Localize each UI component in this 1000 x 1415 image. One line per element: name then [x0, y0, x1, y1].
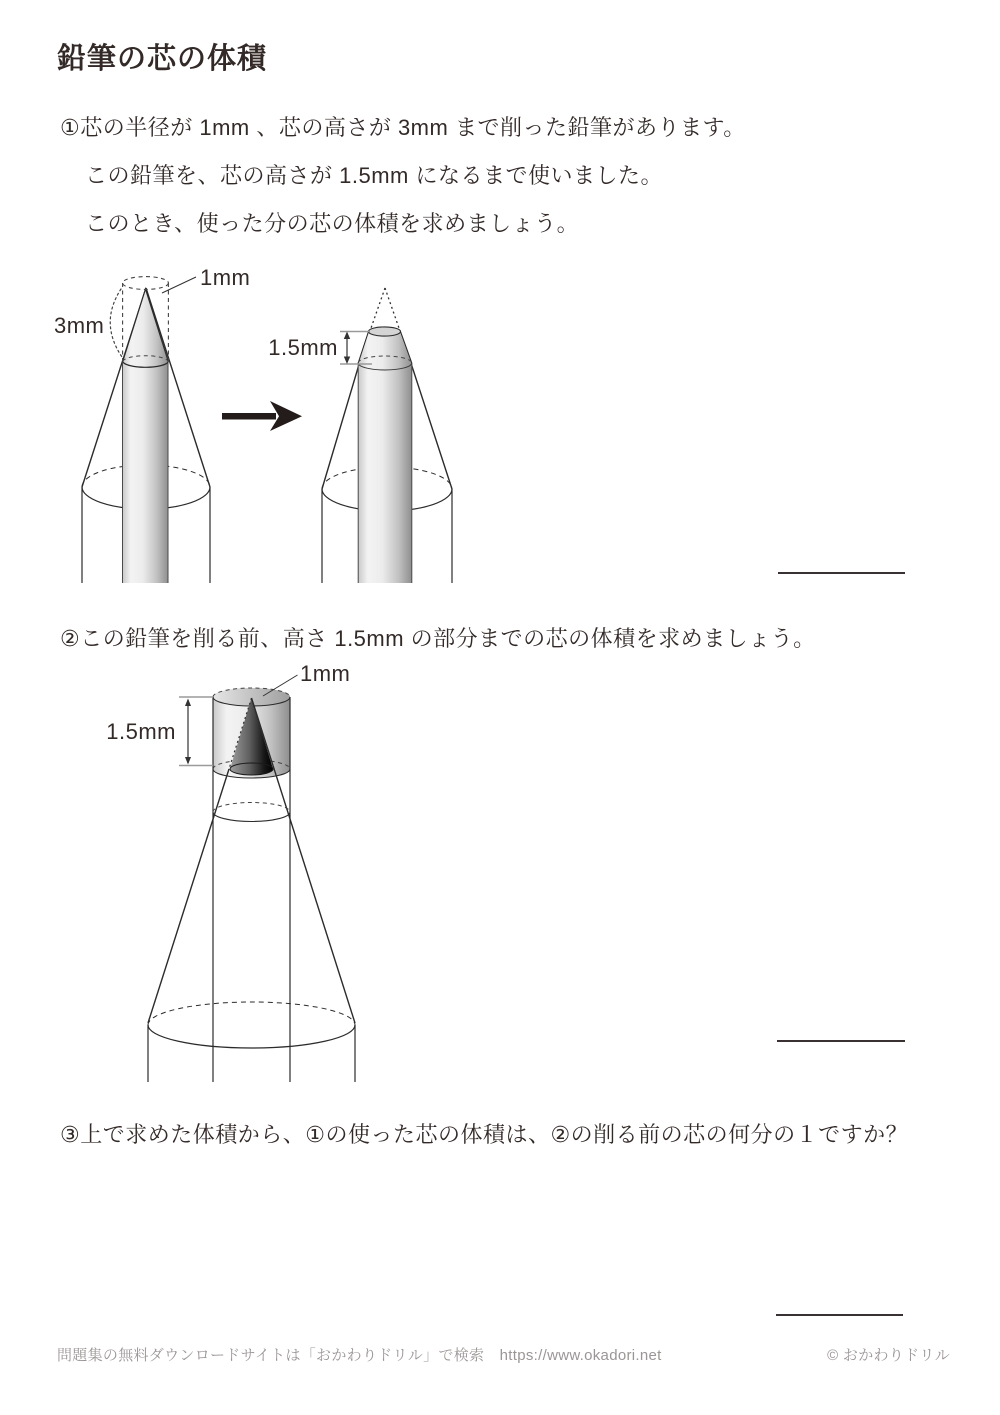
arrow-right-icon [222, 401, 302, 431]
question1-line2: この鉛筆を、芯の高さが 1.5mm になるまで使いました。 [85, 163, 663, 188]
footer-site-info: 問題集の無料ダウンロードサイトは「おかわりドリル」で検索 https://www.okadori.net [57, 1347, 662, 1364]
label-height-1-5mm: 1.5mm [106, 719, 176, 744]
label-height-3mm: 3mm [54, 313, 105, 338]
question1-line3: このとき、使った分の芯の体積を求めましょう。 [85, 211, 580, 236]
answer-blank-3 [776, 1314, 903, 1316]
lead-top-cylinder [213, 688, 290, 778]
figure-pencil-before-after [40, 250, 520, 595]
dimension-height-before [179, 697, 213, 766]
label-radius-1mm: 1mm [200, 265, 251, 290]
pencil-before [54, 265, 250, 583]
question3-line1: ③上で求めた体積から、①の使った芯の体積は、②の削る前の芯の何分の１ですか？ [60, 1122, 909, 1147]
pencil-after [268, 288, 452, 583]
figure-lead-cylinder-cone [100, 655, 460, 1090]
label-height-1-5mm: 1.5mm [268, 335, 338, 360]
answer-blank-1 [778, 572, 905, 574]
label-radius-1mm: 1mm [300, 661, 351, 686]
page-title: 鉛筆の芯の体積 [57, 43, 268, 75]
question1-line1: ①芯の半径が 1mm 、芯の高さが 3mm まで削った鉛筆があります。 [60, 115, 746, 140]
answer-blank-2 [777, 1040, 905, 1042]
question2-line1: ②この鉛筆を削る前、高さ 1.5mm の部分までの芯の体積を求めましょう。 [60, 626, 816, 651]
footer-copyright: © おかわりドリル [827, 1347, 950, 1364]
